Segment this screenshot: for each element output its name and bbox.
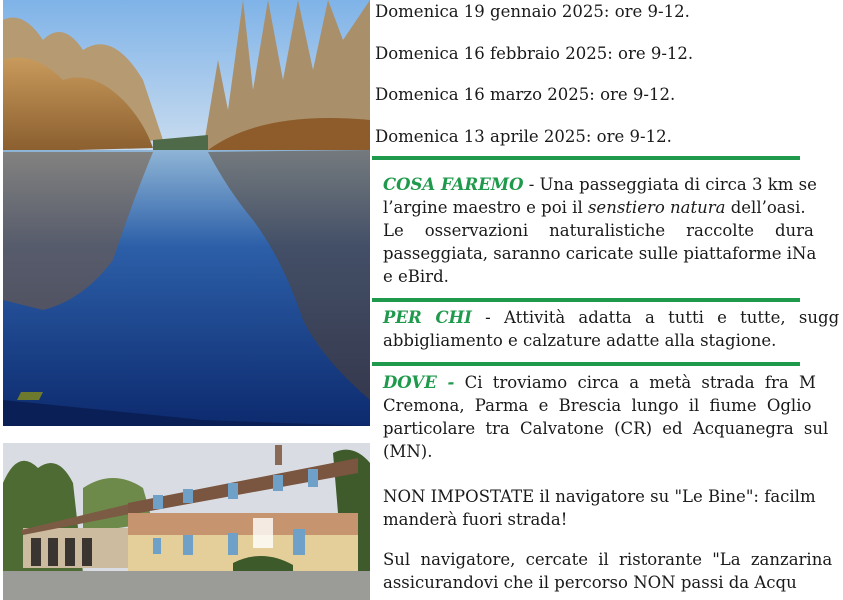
event-info-column [370, 0, 840, 600]
section-text: manderà fuori strada! [383, 510, 568, 529]
section-heading: DOVE - [383, 373, 455, 392]
section-text: (MN). [383, 442, 433, 461]
section-text: NON IMPOSTATE il navigatore su "Le Bine": facilm [383, 487, 816, 506]
section-text: abbigliamento e calzature adatte alla stagione. [383, 331, 777, 350]
section-text: - Attività adatta a tutti e tutte, sugg [471, 308, 840, 327]
section-text: Cremona, Parma e Brescia lungo il fiume Oglio [383, 396, 812, 415]
section-heading: PER CHI [383, 308, 472, 327]
date-line: Domenica 16 marzo 2025: ore 9-12. [375, 85, 676, 104]
date-line: Domenica 19 gennaio 2025: ore 9-12. [375, 2, 690, 21]
section-text: passeggiata, saranno caricate sulle piattaforme iNa [383, 244, 817, 263]
cosa-faremo-section [383, 173, 843, 288]
per-chi-section [383, 306, 843, 352]
section-heading: COSA FAREMO [383, 175, 524, 194]
section-divider [372, 362, 800, 366]
dove-section [383, 371, 843, 463]
section-divider [372, 298, 800, 302]
section-text: assicurandovi che il percorso NON passi da Acqu [383, 573, 797, 592]
section-text: - Una passeggiata di circa 3 km se [523, 175, 817, 194]
section-text: e eBird. [383, 267, 449, 286]
date-line: Domenica 13 aprile 2025: ore 9-12. [375, 127, 672, 146]
section-divider [372, 156, 800, 160]
section-text: dell’oasi. [725, 198, 806, 217]
section-text: Le osservazioni naturalistiche raccolte dura [383, 221, 814, 240]
emphasis-text: senstiero natura [587, 198, 726, 217]
section-text: Ci troviamo circa a metà strada fra M [454, 373, 816, 392]
navigator-warning [383, 485, 843, 531]
navigator-tip [383, 548, 843, 594]
date-line: Domenica 16 febbraio 2025: ore 9-12. [375, 44, 694, 63]
section-text: particolare tra Calvatone (CR) ed Acquanegra sul [383, 419, 829, 438]
section-text: l’argine maestro e poi il [383, 198, 588, 217]
river-photo [3, 0, 370, 426]
section-text: Sul navigatore, cercate il ristorante "La zanzarina [383, 550, 833, 569]
farmhouse-photo [3, 443, 370, 600]
